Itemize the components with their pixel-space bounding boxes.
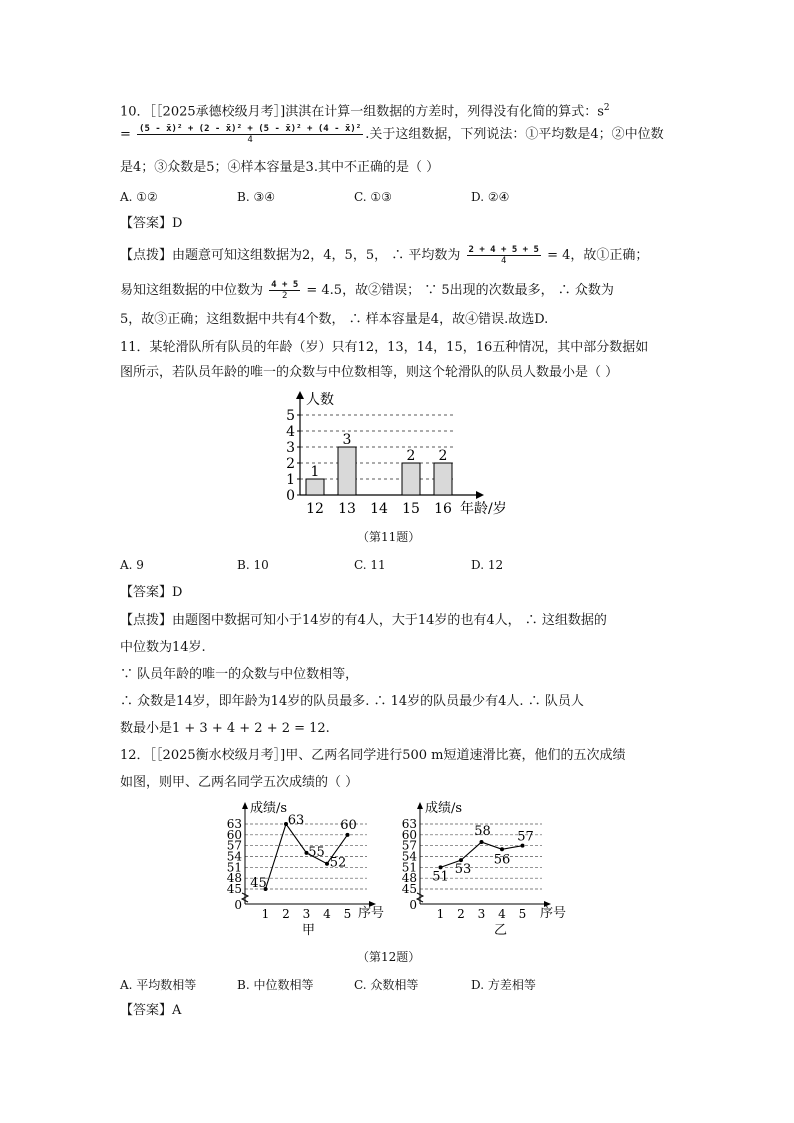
y-tick-label: 3: [286, 440, 295, 456]
y-tick-label: 63: [226, 817, 242, 831]
q10-option-c[interactable]: C. ①③: [354, 190, 392, 204]
data-label: 53: [454, 862, 472, 878]
q10-tip-line3: 5，故③正确；这组数据中共有4个数， ∴ 样本容量是4，故④错误.故选D.: [120, 312, 549, 327]
y-tick-label: 57: [401, 838, 417, 853]
q11-bar-chart: [270, 385, 510, 520]
y-tick-label: 45: [401, 882, 417, 896]
data-label: 56: [493, 852, 511, 868]
x-tick-label: 16: [434, 501, 452, 517]
x-axis-arrow: [476, 491, 484, 499]
q11-option-a[interactable]: A. 9: [120, 558, 144, 572]
axis-break: [417, 893, 423, 902]
y-axis-arrow: [417, 802, 423, 809]
y-tick-label: 0: [286, 488, 295, 504]
x-tick-label: 5: [518, 907, 527, 921]
q10-stem-line1: 10．［［2025承德校级月考］]淇淇在计算一组数据的方差时，列得没有化简的算式：$s^2$: [120, 103, 610, 120]
x-tick-label: 14: [370, 501, 388, 517]
y-tick-label: 60: [226, 827, 242, 842]
bar-data-label: 3: [342, 432, 352, 448]
bar-data-label: 1: [310, 464, 320, 480]
bar: [434, 463, 452, 495]
data-point: [346, 833, 350, 837]
data-point: [480, 840, 484, 844]
q12-option-c[interactable]: C. 众数相等: [354, 978, 419, 992]
q10-tip-line2: 易知这组数据的中位数为 $\frac{4 + 5}{2}$ = 4.5，故②错误； ∵ 5出现的次数最多， ∴ 众数为: [120, 280, 614, 301]
data-label: 57: [517, 829, 534, 845]
yi-series: [439, 840, 525, 869]
q10-equation: = $\frac{\text{(5 - x̄)² + (2 - x̄)² + (5 - x̄)² + (4 - x̄)²}}{4}$ .关于这组数据，下列说法：①平均数是4；②中位数: [120, 124, 664, 145]
y-tick-label: 48: [226, 871, 242, 886]
axis-break: [242, 893, 248, 902]
x-tick-label: 1: [436, 907, 445, 921]
y-tick-label: 57: [226, 838, 242, 853]
y-tick-label: 45: [226, 882, 242, 896]
x-tick-label: 4: [498, 907, 506, 921]
bar: [338, 447, 356, 495]
x-tick-label: 3: [302, 907, 311, 921]
q11-bars: [306, 447, 452, 495]
x-tick-label: 12: [306, 501, 324, 517]
y-axis-arrow: [296, 391, 304, 399]
y-tick-label: 2: [286, 456, 295, 472]
q11-x-axis-label: 年龄/岁: [460, 501, 507, 517]
q10-option-b[interactable]: B. ③④: [237, 190, 275, 204]
y-origin-label: 0: [234, 898, 242, 912]
y-tick-label: 1: [286, 472, 295, 488]
q12-stem-line1: 12．［［2025衡水校级月考］]甲、乙两名同学进行500 m短道速滑比赛，他们的五次成绩: [120, 748, 626, 763]
data-label: 60: [340, 817, 357, 833]
q11-tip-line4: ∴ 众数是14岁，即年龄为14岁的队员最多. ∴ 14岁的队员最少有4人. ∴ 队员人: [120, 694, 584, 709]
jia-x-axis-label: 序号: [358, 906, 385, 921]
y-origin-label: 0: [409, 898, 417, 912]
q11-caption: （第11题）: [357, 530, 421, 544]
q10-answer: 【答案】D: [120, 216, 183, 231]
bar: [306, 479, 324, 495]
y-tick-label: 48: [401, 871, 417, 886]
y-tick-label: 5: [286, 408, 295, 424]
q11-tip-line5: 数最小是1 + 3 + 4 + 2 + 2 = 12.: [120, 721, 330, 736]
jia-y-axis-label: 成绩/s: [250, 801, 288, 816]
x-tick-label: 13: [338, 501, 356, 517]
yi-sublabel: 乙: [494, 923, 508, 938]
q12-option-b[interactable]: B. 中位数相等: [237, 978, 314, 992]
x-tick-label: 3: [477, 907, 486, 921]
q11-answer: 【答案】D: [120, 585, 183, 600]
data-label: 55: [308, 844, 325, 860]
x-tick-label: 5: [343, 907, 352, 921]
bar-data-label: 2: [438, 448, 448, 464]
q12-line-chart-yi: [395, 797, 580, 942]
q10-option-d[interactable]: D. ②④: [471, 190, 510, 204]
q10-stem-line3: 是4；③众数是5；④样本容量是3.其中不正确的是（ ）: [120, 160, 440, 175]
q11-tip-line3: ∵ 队员年龄的唯一的众数与中位数相等，: [120, 667, 359, 682]
q11-option-d[interactable]: D. 12: [471, 558, 504, 572]
y-tick-label: 54: [226, 849, 242, 864]
q11-tip-line1: 【点拨】由题图中数据可知小于14岁的有4人，大于14岁的也有4人， ∴ 这组数据的: [120, 613, 607, 628]
q11-option-c[interactable]: C. 11: [354, 558, 386, 572]
yi-labels: [402, 817, 534, 921]
bar: [402, 463, 420, 495]
y-axis-arrow: [242, 802, 248, 809]
q11-tip-line2: 中位数为14岁.: [120, 640, 206, 655]
data-label: 52: [329, 855, 347, 871]
y-tick-label: 54: [401, 849, 417, 864]
y-tick-label: 51: [226, 860, 242, 875]
y-tick-label: 63: [401, 817, 417, 831]
yi-y-axis-label: 成绩/s: [425, 801, 463, 816]
data-label: 63: [287, 813, 305, 828]
q12-option-a[interactable]: A. 平均数相等: [120, 978, 197, 992]
yi-axes: [417, 802, 551, 907]
bar-data-label: 2: [406, 448, 416, 464]
q11-stem-line2: 图所示，若队员年龄的唯一的众数与中位数相等，则这个轮滑队的队员人数最小是（ ）: [120, 365, 619, 380]
jia-sublabel: 甲: [302, 923, 316, 938]
data-point: [325, 862, 329, 866]
y-tick-label: 60: [401, 827, 417, 842]
x-tick-label: 2: [457, 907, 465, 921]
data-label: 58: [474, 824, 491, 840]
q10-tip-line1: 【点拨】由题意可知这组数据为2，4，5，5， ∴ 平均数为 $\frac{2 + 4 + 5 + 5}{4}$ = 4，故①正确；: [120, 245, 649, 266]
q12-stem-line2: 如图，则甲、乙两名同学五次成绩的（ ）: [120, 775, 359, 790]
q11-y-axis-label: 人数: [306, 392, 334, 408]
q11-labels: [286, 408, 452, 517]
q10-variance-fraction: $\frac{\text{(5 - x̄)² + (2 - x̄)² + (5 - x̄)² + (4 - x̄)²}}{4}$: [139, 124, 362, 145]
x-tick-label: 15: [402, 501, 420, 517]
data-label: 51: [432, 869, 449, 885]
x-tick-label: 1: [261, 907, 270, 921]
data-label: 45: [250, 876, 267, 891]
q12-answer: 【答案】A: [120, 1003, 182, 1018]
q10-option-a[interactable]: A. ①②: [120, 190, 158, 204]
q12-caption: （第12题）: [357, 950, 421, 964]
x-tick-label: 4: [323, 907, 331, 921]
q12-option-d[interactable]: D. 方差相等: [471, 978, 536, 992]
yi-x-axis-label: 序号: [540, 906, 567, 921]
y-tick-label: 4: [286, 424, 295, 440]
q11-option-b[interactable]: B. 10: [237, 558, 269, 572]
q11-stem-line1: 11．某轮滑队所有队员的年龄（岁）只有12，13，14，15，16五种情况，其中部分数据如: [120, 340, 649, 355]
y-tick-label: 51: [401, 860, 417, 875]
x-tick-label: 2: [282, 907, 290, 921]
q12-line-chart-jia: [220, 797, 400, 942]
q11-gridlines: [300, 415, 455, 479]
data-point: [500, 847, 504, 851]
